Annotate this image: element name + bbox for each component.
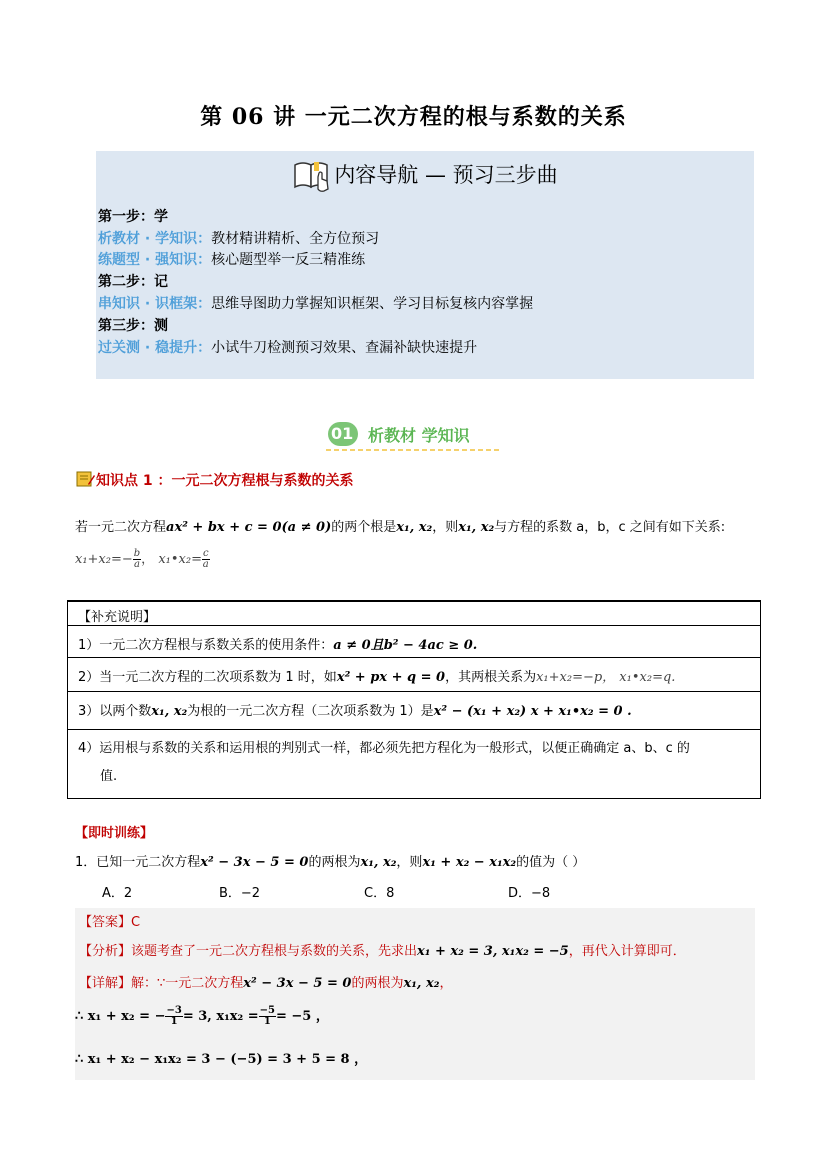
supplement-item-4-line-2: 值. <box>100 769 118 784</box>
step-1: 第一步：学 <box>98 209 168 225</box>
nav-heading-text: 内容导航 — 预习三步曲 <box>334 163 558 187</box>
intro-formulas: x₁+x₂=− $\frac{b}{a}$ ， x₁•x₂= $\frac{c}{a}$ <box>75 548 209 570</box>
step-3-item-1: 过关测 · 稳提升：小试牛刀检测预习效果、查漏补缺快速提升 <box>98 340 478 356</box>
option-b: B．−2 <box>219 886 261 901</box>
question-1: 1．已知一元二次方程x² − 3x − 5 = 0的两根为x₁, x₂，则x₁ + x₂ − x₁x₂的值为（ ） <box>75 855 586 870</box>
step-2-item-1: 串知识 · 识框架：思维导图助力掌握知识框架、学习目标复核内容掌握 <box>98 296 534 312</box>
option-a: A．2 <box>102 886 133 901</box>
step-1-item-1: 析教材 · 学知识：教材精讲精析、全方位预习 <box>98 231 380 247</box>
analysis-line: 【分析】该题考查了一元二次方程根与系数的关系，先求出x₁ + x₂ = 3, x₁x₂ = −5，再代入计算即可． <box>79 944 686 959</box>
option-c: C．8 <box>364 886 395 901</box>
nav-heading <box>96 159 754 193</box>
calculation-line-2: ∴ x₁ + x₂ − x₁x₂ = 3 − (−5) = 3 + 5 = 8 ， <box>75 1052 368 1067</box>
page-title: 第 06 讲 一元二次方程的根与系数的关系 <box>200 104 627 130</box>
calculation-line-1: ∴ x₁ + x₂ = − $\frac{-3}{1}$ = 3, x₁x₂ = $\frac{-5}{1}$ = −5 ， <box>75 1005 329 1027</box>
book-hand-icon <box>292 159 332 193</box>
training-header: 【即时训练】 <box>75 826 154 841</box>
supplement-item-3: 3）以两个数x₁, x₂为根的一元二次方程（二次项系数为 1）是x² − (x₁ + x₂) x + x₁•x₂ = 0 . <box>78 704 632 719</box>
supplement-header: 【补充说明】 <box>78 610 157 625</box>
content-navigation-box <box>96 151 754 379</box>
intro-line-1: 若一元二次方程ax² + bx + c = 0(a ≠ 0)的两个根是x₁, x₂，则x₁, x₂与方程的系数 a，b，c 之间有如下关系: <box>75 520 726 535</box>
detail-line: 【详解】解：∵一元二次方程x² − 3x − 5 = 0的两根为x₁, x₂， <box>79 976 453 991</box>
section-badge <box>326 418 502 450</box>
supplement-item-1: 1）一元二次方程根与系数关系的使用条件：a ≠ 0且b² − 4ac ≥ 0. <box>78 638 478 653</box>
step-3: 第三步：测 <box>98 318 168 334</box>
answer-box <box>75 908 755 1080</box>
section-number: 01 <box>331 424 354 443</box>
step-2: 第二步：记 <box>98 274 168 290</box>
option-d: D．−8 <box>508 886 551 901</box>
section-title: 析教材 学知识 <box>368 426 470 445</box>
step-1-item-2: 练题型 · 强知识：核心题型举一反三精准练 <box>98 252 366 268</box>
answer-line: 【答案】C <box>79 915 141 930</box>
supplement-box <box>67 600 761 799</box>
supplement-item-4-line-1: 4）运用根与系数的关系和运用根的判别式一样，都必须先把方程化为一般形式，以便正确确定 a、b、c 的 <box>78 741 690 756</box>
knowledge-point-heading: 知识点 1 ：一元二次方程根与系数的关系 <box>76 470 354 490</box>
notebook-pencil-icon <box>76 471 96 487</box>
supplement-item-2: 2）当一元二次方程的二次项系数为 1 时，如x² + px + q = 0，其两根关系为x₁+x₂=−p， x₁•x₂=q. <box>78 670 676 685</box>
